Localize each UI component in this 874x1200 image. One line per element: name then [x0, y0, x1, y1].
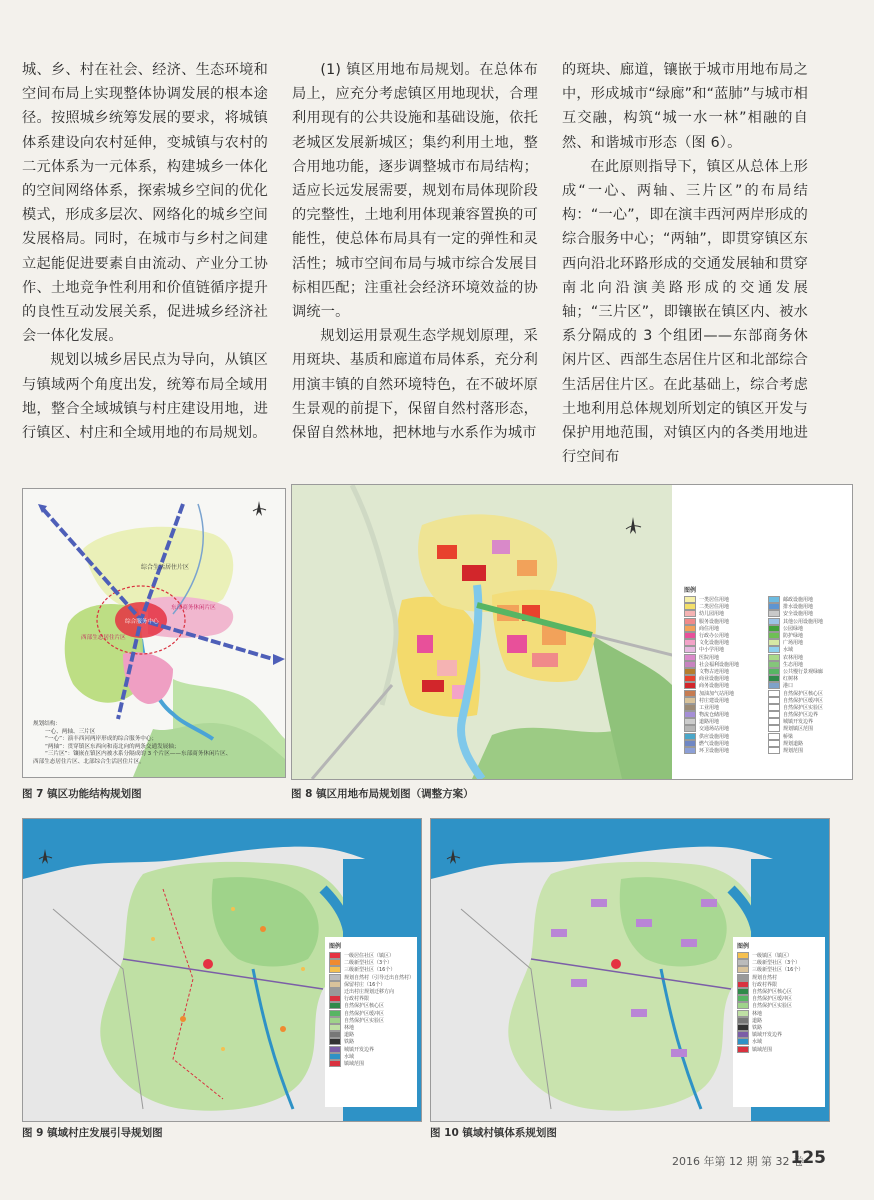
legend-label: 城镇开发边界: [783, 719, 814, 726]
legend-swatch: [329, 988, 341, 995]
legend-item: [327, 1038, 417, 1045]
legend-label: 铁路: [344, 1039, 355, 1046]
legend-item: [682, 689, 766, 696]
text-column-3: [562, 58, 808, 469]
legend-label: 规划范围: [783, 748, 804, 755]
legend-label: 三级新型社区（16个）: [344, 967, 396, 974]
legend-label: 铁路: [752, 1024, 763, 1031]
legend-item: [327, 1060, 417, 1067]
legend-swatch: [684, 625, 696, 632]
legend-swatch: [768, 711, 780, 718]
legend-item: [327, 1017, 417, 1024]
figure-9-map: [22, 818, 422, 1122]
legend-swatch: [768, 610, 780, 617]
legend-item: [682, 682, 766, 689]
legend-label: 红树林: [783, 676, 799, 683]
legend-label: 水域: [344, 1053, 355, 1060]
legend-swatch: [737, 959, 749, 966]
legend-item: [735, 995, 825, 1002]
legend-label: 物流仓储用地: [699, 712, 730, 719]
legend-label: 自然保护区实验区: [783, 704, 824, 711]
legend-item: [766, 675, 850, 682]
legend-label: 燃气设施用地: [699, 740, 730, 747]
legend-swatch: [684, 725, 696, 732]
legend-item: [766, 725, 850, 732]
legend-label: 水域: [783, 647, 794, 654]
note-line: “一心”：演丰西河两岸形成的综合服务中心；: [45, 736, 158, 743]
legend-swatch: [684, 654, 696, 661]
legend-swatch: [684, 668, 696, 675]
legend-item: [766, 682, 850, 689]
legend-item: [766, 747, 850, 754]
legend-item: [735, 974, 825, 981]
legend-swatch: [737, 981, 749, 988]
legend-item: [766, 704, 850, 711]
compass-icon: [249, 499, 269, 519]
note-line: 一心、两轴、三片区: [45, 728, 96, 735]
compass-icon: [35, 847, 55, 867]
legend-label: 生态用地: [783, 661, 804, 668]
note-line: “三片区”：镶嵌在镇区内被水系分隔成的 3 个片区——东部商务休闲片区、: [45, 751, 232, 758]
figure-10-caption: 图 10 镇域村镇体系规划图: [430, 1127, 557, 1139]
legend-item: [682, 704, 766, 711]
legend-item: [682, 661, 766, 668]
legend-label: 交通场站用地: [699, 726, 730, 733]
legend-column-right: [766, 596, 850, 754]
legend-item: [766, 733, 850, 740]
legend-swatch: [768, 718, 780, 725]
legend-item: [682, 610, 766, 617]
compass-icon: [443, 847, 463, 867]
legend-item: [735, 952, 825, 959]
legend-swatch: [768, 725, 780, 732]
legend-item: [735, 966, 825, 973]
legend-label: 行政办公用地: [699, 633, 730, 640]
village-legend: [327, 939, 417, 1067]
legend-swatch: [737, 1046, 749, 1053]
legend-item: [735, 1002, 825, 1009]
legend-swatch: [329, 1002, 341, 1009]
legend-swatch: [329, 981, 341, 988]
legend-swatch: [329, 1046, 341, 1053]
legend-swatch: [768, 661, 780, 668]
legend-swatch: [329, 974, 341, 981]
legend-swatch: [329, 1053, 341, 1060]
legend-label: 二级新型社区（3个）: [752, 960, 801, 967]
legend-swatch: [684, 740, 696, 747]
legend-label: 加油加气站用地: [699, 690, 735, 697]
legend-item: [682, 596, 766, 603]
legend-swatch: [684, 610, 696, 617]
paragraph: 在此原则指导下，镇区从总体上形成“一心、两轴、三片区”的布局结构：“一心”，即在演丰西河两岸形成的综合服务中心；“两轴”，即贯穿镇区东西向沿北环路形成的交通发展轴和贯穿南北向沿演美路形成的交通发展轴；“三片区”，即镶嵌在镇区内、被水系分隔成的 3 个组团——东部商务休闲片区、西部生态居住片区和北部综合生活居住片区。在此基础上，综合考虑土地利用总体规划所划定的镇区开发与保护用地范围，对镇区内的各类用地进行空间布: [562, 158, 808, 466]
legend-item: [327, 1024, 417, 1031]
legend-item: [766, 618, 850, 625]
legend-swatch: [737, 988, 749, 995]
note-line: 规划结构：: [33, 721, 61, 727]
legend-swatch: [329, 1010, 341, 1017]
legend-swatch: [737, 1024, 749, 1031]
legend-item: [735, 1045, 825, 1052]
legend-item: [327, 1045, 417, 1052]
legend-item: [735, 1010, 825, 1017]
legend-item: [735, 959, 825, 966]
legend-item: [735, 1038, 825, 1045]
legend-item: [682, 697, 766, 704]
legend-item: [766, 596, 850, 603]
text-column-1: [22, 58, 268, 445]
legend-label: 规划道路: [783, 740, 804, 747]
legend-item: [327, 1031, 417, 1038]
legend-swatch: [768, 682, 780, 689]
legend-swatch: [737, 974, 749, 981]
compass-icon: [622, 515, 644, 537]
legend-swatch: [768, 596, 780, 603]
legend-swatch: [329, 1031, 341, 1038]
legend-label: 防护绿地: [783, 633, 804, 640]
paragraph: 的斑块、廊道，镶嵌于城市用地布局之中，形成城市“绿廊”和“蓝肺”与城市相互交融，构筑“城一水一林”相融的自然、和谐城市形态（图 6）。: [562, 62, 809, 151]
legend-label: 自然保护区边界: [783, 712, 819, 719]
paragraph: (1) 镇区用地布局规划。在总体布局上，应充分考虑镇区用地现状，合理利用现有的公共设施和基础设施，依托老城区发展新城区；集约利用土地，整合用地功能，逐步调整城市布局结构；适应长远发展需要，规划布局体现阶段的完整性，土地利用体现兼容置换的可能性，使总体布局具有一定的弹性和灵活性；城市空间布局与城市综合发展目标相匹配；注重社会经济环境效益的协调统一。: [292, 62, 538, 321]
legend-label: 自然保护区缓冲区: [752, 996, 793, 1003]
legend-label: 道路: [752, 1017, 763, 1024]
land-use-legend: [682, 583, 850, 773]
legend-label: 商业设施用地: [699, 676, 730, 683]
legend-item: [766, 718, 850, 725]
legend-swatch: [768, 697, 780, 704]
legend-label: 公共慢行景观绿廊: [783, 668, 824, 675]
legend-label: 安全设施用地: [783, 611, 814, 618]
legend-item: [682, 618, 766, 625]
legend-swatch: [329, 995, 341, 1002]
legend-item: [766, 646, 850, 653]
legend-label: 城镇开发边界: [344, 1046, 375, 1053]
legend-item: [327, 966, 417, 973]
legend-label: 二类居住用地: [699, 604, 730, 611]
legend-label: 邮政设施用地: [783, 597, 814, 604]
town-system-legend: [735, 939, 825, 1053]
legend-swatch: [684, 747, 696, 754]
legend-swatch: [737, 1017, 749, 1024]
legend-item: [766, 610, 850, 617]
legend-swatch: [737, 966, 749, 973]
legend-label: 文化设施用地: [699, 640, 730, 647]
legend-swatch: [684, 697, 696, 704]
legend-label: 林地: [344, 1024, 355, 1031]
legend-item: [766, 654, 850, 661]
legend-swatch: [684, 675, 696, 682]
legend-item: [682, 632, 766, 639]
legend-swatch: [684, 690, 696, 697]
legend-item: [327, 1053, 417, 1060]
legend-swatch: [768, 668, 780, 675]
figure-10-map: [430, 818, 830, 1122]
legend-swatch: [737, 1038, 749, 1045]
legend-label: 二级新型社区（3个）: [344, 960, 393, 967]
legend-label: 行政村界限: [344, 996, 370, 1003]
legend-swatch: [737, 995, 749, 1002]
legend-label: 公园绿地: [783, 625, 804, 632]
legend-item: [766, 632, 850, 639]
legend-label: 排水设施用地: [783, 604, 814, 611]
legend-swatch: [684, 711, 696, 718]
legend-item: [682, 718, 766, 725]
legend-swatch: [329, 1060, 341, 1067]
legend-item: [766, 697, 850, 704]
page-number: 125: [790, 1148, 826, 1168]
note-line: 西部生态居住片区、北部综合生活居住片区。: [33, 758, 145, 765]
legend-swatch: [329, 1038, 341, 1045]
legend-swatch: [768, 675, 780, 682]
legend-label: 自然保护区实验区: [344, 1017, 385, 1024]
legend-label: 商务设施用地: [699, 683, 730, 690]
legend-swatch: [768, 704, 780, 711]
legend-label: 一类居住用地: [699, 597, 730, 604]
paragraph: 规划以城乡居民点为导向，从镇区与镇域两个角度出发，统筹布局全域用地，整合全域城镇与村庄建设用地，进行镇区、村庄和全域用地的布局规划。: [22, 352, 268, 442]
legend-label: 港口: [783, 683, 794, 690]
legend-label: 文物古迹用地: [699, 668, 730, 675]
legend-item: [682, 733, 766, 740]
legend-item: [327, 981, 417, 988]
legend-swatch: [684, 646, 696, 653]
legend-item: [327, 1002, 417, 1009]
legend-label: 道路用地: [699, 719, 720, 726]
legend-item: [682, 740, 766, 747]
legend-swatch: [768, 639, 780, 646]
legend-swatch: [684, 618, 696, 625]
legend-title: 图例: [684, 587, 697, 594]
legend-label: 服务设施用地: [699, 618, 730, 625]
legend-swatch: [737, 1010, 749, 1017]
legend-label: 三级新型社区（16个）: [752, 967, 804, 974]
legend-item: [766, 689, 850, 696]
legend-item: [327, 959, 417, 966]
legend-label: 环卫设施用地: [699, 748, 730, 755]
legend-item: [327, 952, 417, 959]
legend-item: [327, 988, 417, 995]
legend-item: [735, 1031, 825, 1038]
legend-label: 供应设施用地: [699, 733, 730, 740]
legend-label: 社会福利设施用地: [699, 661, 740, 668]
legend-label: 工业用地: [699, 704, 720, 711]
legend-item: [766, 639, 850, 646]
legend-item: [766, 661, 850, 668]
legend-swatch: [684, 596, 696, 603]
legend-label: 村庄建设用地: [699, 697, 730, 704]
legend-swatch: [329, 952, 341, 959]
legend-swatch: [329, 959, 341, 966]
legend-item: [682, 639, 766, 646]
legend-swatch: [684, 704, 696, 711]
legend-item: [735, 981, 825, 988]
figure-8-map: [291, 484, 853, 780]
legend-item: [766, 711, 850, 718]
legend-swatch: [684, 632, 696, 639]
legend-item: [766, 603, 850, 610]
legend-item: [682, 646, 766, 653]
figure-7-map: [22, 488, 286, 778]
legend-item: [766, 668, 850, 675]
legend-label: 桥梁: [783, 733, 794, 740]
legend-label: 自然保护区核心区: [752, 989, 793, 996]
legend-swatch: [768, 654, 780, 661]
legend-label: 镇域范围: [344, 1060, 365, 1067]
legend-label: 水域: [752, 1039, 763, 1046]
legend-label: 规划自然村（引导迁出自然村）: [344, 974, 415, 981]
legend-item: [766, 625, 850, 632]
legend-label: 自然保护区核心区: [783, 690, 824, 697]
legend-swatch: [684, 718, 696, 725]
legend-item: [327, 1010, 417, 1017]
legend-label: 中小学用地: [699, 647, 725, 654]
legend-swatch: [684, 639, 696, 646]
legend-swatch: [737, 1002, 749, 1009]
legend-label: 其他公用设施用地: [783, 618, 824, 625]
legend-label: 农林用地: [783, 654, 804, 661]
legend-label: 广场用地: [783, 640, 804, 647]
legend-item: [327, 974, 417, 981]
legend-title: 图例: [329, 943, 342, 950]
legend-item: [682, 654, 766, 661]
legend-swatch: [768, 646, 780, 653]
legend-label: 规划自然村: [752, 974, 778, 981]
legend-label: 规划镇区范围: [783, 726, 814, 733]
legend-swatch: [684, 733, 696, 740]
legend-label: 道路: [344, 1032, 355, 1039]
legend-swatch: [737, 952, 749, 959]
legend-label: 自然保护区缓冲区: [783, 697, 824, 704]
legend-label: 林地: [752, 1010, 763, 1017]
legend-item: [735, 988, 825, 995]
legend-column-left: [682, 596, 766, 754]
legend-item: [682, 675, 766, 682]
legend-label: 迁出村庄规划迁移方向: [344, 989, 395, 996]
structure-note: [33, 721, 286, 767]
legend-item: [682, 625, 766, 632]
legend-item: [682, 668, 766, 675]
legend-swatch: [768, 618, 780, 625]
legend-label: 自然保护区实验区: [752, 1003, 793, 1010]
legend-swatch: [737, 1031, 749, 1038]
legend-label: 自然保护区核心区: [344, 1003, 385, 1010]
legend-swatch: [768, 747, 780, 754]
legend-swatch: [329, 1024, 341, 1031]
legend-swatch: [768, 632, 780, 639]
legend-swatch: [768, 625, 780, 632]
legend-swatch: [768, 690, 780, 697]
legend-label: 一级镇区（镇区）: [752, 953, 793, 960]
legend-swatch: [684, 682, 696, 689]
label-east-zone: 东部商务休闲片区: [171, 605, 216, 611]
legend-swatch: [684, 603, 696, 610]
legend-item: [682, 603, 766, 610]
legend-label: 保留村庄（16个）: [344, 981, 386, 988]
legend-item: [766, 740, 850, 747]
legend-swatch: [329, 966, 341, 973]
legend-label: 镇域范围: [752, 1046, 773, 1053]
legend-label: 一级居住社区（镇区）: [344, 953, 395, 960]
legend-item: [327, 995, 417, 1002]
legend-swatch: [768, 740, 780, 747]
legend-item: [682, 711, 766, 718]
legend-label: 商住用地: [699, 625, 720, 632]
legend-swatch: [768, 733, 780, 740]
legend-label: 镇域开发边界: [752, 1032, 783, 1039]
text-column-2: [292, 58, 538, 445]
figure-7-caption: 图 7 镇区功能结构规划图: [22, 788, 142, 800]
legend-label: 行政村界限: [752, 981, 778, 988]
label-center: 综合服务中心: [125, 619, 159, 625]
legend-swatch: [768, 603, 780, 610]
legend-item: [735, 1017, 825, 1024]
legend-item: [735, 1024, 825, 1031]
legend-swatch: [329, 1017, 341, 1024]
legend-label: 医院用地: [699, 654, 720, 661]
figure-8-caption: 图 8 镇区用地布局规划图（调整方案）: [291, 788, 474, 800]
note-line: “两轴”：贯穿镇区东西向和南北向的两条交通发展轴；: [45, 743, 180, 750]
paragraph: 城、乡、村在社会、经济、生态环境和空间布局上实现整体协调发展的根本途径。按照城乡统筹发展的要求，将城镇体系建设向农村延伸，变城镇与农村的二元体系为一元体系，构建城乡一体化的空间网络体系，探索城乡空间的优化模式，形成多层次、网络化的城乡空间发展格局。同时，在城市与乡村之间建立起能促进要素自由流动、产业分工协作、土地竞争性利用和价值链循序提升的良性互动发展关系，促进城乡经济社会一体化发展。: [22, 62, 268, 345]
figure-9-caption: 图 9 镇域村庄发展引导规划图: [22, 1127, 163, 1139]
paragraph: 规划运用景观生态学规划原理，采用斑块、基质和廊道布局体系，充分利用演丰镇的自然环境特色，在不破坏原生景观的前提下，保留自然村落形态，保留自然林地，把林地与水系作为城市: [292, 328, 538, 442]
legend-item: [682, 725, 766, 732]
legend-title: 图例: [737, 943, 750, 950]
label-north-zone: 综合生活居住片区: [141, 564, 190, 571]
legend-swatch: [684, 661, 696, 668]
label-west-zone: 西部生态居住片区: [81, 635, 126, 641]
legend-label: 自然保护区缓冲区: [344, 1010, 385, 1017]
legend-item: [682, 747, 766, 754]
issue-info: 2016 年第 12 期 第 32 卷: [672, 1155, 804, 1168]
legend-label: 幼儿园用地: [699, 611, 725, 618]
